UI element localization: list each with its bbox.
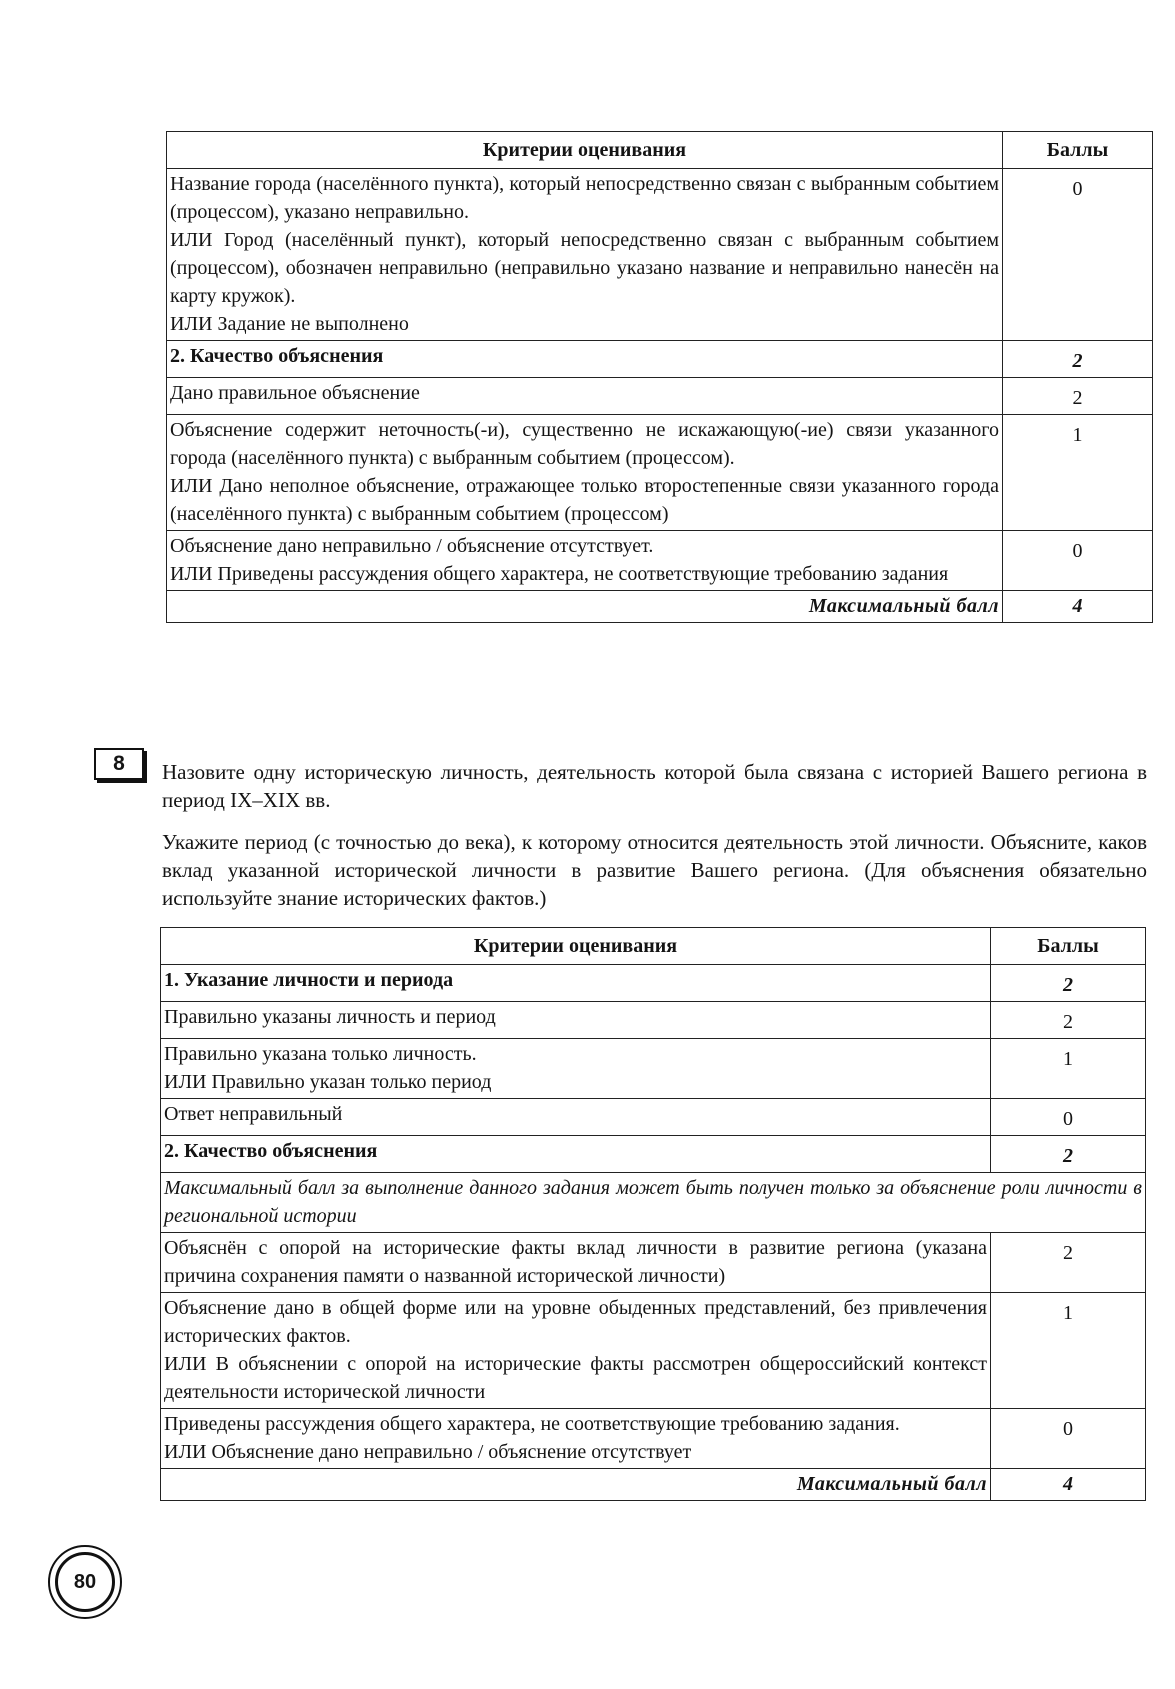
criterion-text: Объяснение дано неправильно / объяснение отсутствует. — [170, 535, 654, 557]
table-header-row — [167, 132, 1153, 169]
criterion-text: Объяснение дано в общей форме или на уровне обыденных представлений, без привлечения исторических фактов. — [164, 1297, 987, 1347]
table-row — [161, 1039, 1146, 1099]
table-row — [167, 531, 1153, 591]
table-row — [161, 1293, 1146, 1409]
task-paragraph: Назовите одну историческую личность, деятельность которой была связана с историей Вашего региона в период IX–XIX вв. — [162, 760, 1147, 812]
section-title: 2. Качество объяснения — [161, 1136, 991, 1173]
section-row — [167, 341, 1153, 378]
criterion-cell — [167, 415, 1003, 531]
header-criteria: Критерии оценивания — [161, 928, 991, 965]
max-score-label: Максимальный балл — [167, 591, 1003, 623]
page-number: 80 — [55, 1552, 115, 1612]
criterion-text: ИЛИ Задание не выполнено — [170, 313, 409, 335]
criterion-text: Объяснён с опорой на исторические факты вклад личности в развитие региона (указана причина сохранения памяти о названной исторической личности) — [161, 1233, 991, 1293]
table-row — [161, 1099, 1146, 1136]
table-row — [167, 378, 1153, 415]
section-note: Максимальный балл за выполнение данного задания может быть получен только за объяснение роли личности в региональной истории — [161, 1173, 1146, 1233]
points-cell: 2 — [1003, 378, 1153, 415]
criterion-text: Объяснение содержит неточность(-и), существенно не искажающую(-ие) связи указанного города (населённого пункта) с выбранным событием (процессом). — [170, 419, 999, 469]
points-cell: 0 — [1003, 531, 1153, 591]
points-cell: 1 — [991, 1039, 1146, 1099]
criteria-table-2 — [160, 927, 1146, 1501]
criterion-cell — [161, 1409, 991, 1469]
max-score-row — [161, 1469, 1146, 1501]
criteria-table-1 — [166, 131, 1153, 623]
points-cell: 1 — [1003, 415, 1153, 531]
points-cell: 2 — [991, 1233, 1146, 1293]
points-cell: 0 — [1003, 169, 1153, 341]
criterion-text: ИЛИ Объяснение дано неправильно / объяснение отсутствует — [164, 1441, 692, 1463]
note-row — [161, 1173, 1146, 1233]
criterion-text: Дано правильное объяснение — [167, 378, 1003, 415]
criterion-text: ИЛИ Дано неполное объяснение, отражающее только второстепенные связи указанного города (населённого пункта) с выбранным событием (процессом) — [170, 475, 999, 525]
criterion-text: Правильно указаны личность и период — [161, 1002, 991, 1039]
section-row — [161, 965, 1146, 1002]
criterion-cell — [167, 531, 1003, 591]
criterion-text: Правильно указана только личность. — [164, 1043, 477, 1065]
criterion-text: ИЛИ Правильно указан только период — [164, 1071, 492, 1093]
max-score-label: Максимальный балл — [161, 1469, 991, 1501]
table-header-row — [161, 928, 1146, 965]
page-number-badge — [48, 1545, 122, 1619]
table-row — [167, 415, 1153, 531]
header-points: Баллы — [991, 928, 1146, 965]
section-title: 2. Качество объяснения — [167, 341, 1003, 378]
section-points: 2 — [991, 1136, 1146, 1173]
max-score-value: 4 — [1003, 591, 1153, 623]
criterion-text: ИЛИ Приведены рассуждения общего характера, не соответствующие требованию задания — [170, 563, 949, 585]
section-title: 1. Указание личности и периода — [161, 965, 991, 1002]
header-criteria: Критерии оценивания — [167, 132, 1003, 169]
criterion-cell — [161, 1039, 991, 1099]
table-row — [161, 1409, 1146, 1469]
table-row — [161, 1002, 1146, 1039]
criterion-text: Приведены рассуждения общего характера, не соответствующие требованию задания. — [164, 1413, 900, 1435]
section-row — [161, 1136, 1146, 1173]
points-cell: 2 — [991, 1002, 1146, 1039]
points-cell: 0 — [991, 1409, 1146, 1469]
criterion-cell — [161, 1293, 991, 1409]
max-score-row — [167, 591, 1153, 623]
section-points: 2 — [991, 965, 1146, 1002]
task-number-badge: 8 — [94, 748, 144, 780]
criterion-text: ИЛИ В объяснении с опорой на исторические факты рассмотрен общероссийский контекст деятельности исторической личности — [164, 1353, 987, 1403]
criterion-text: ИЛИ Город (населённый пункт), который непосредственно связан с выбранным событием (процессом), обозначен неправильно (неправильно указано название и неправильно нанесён на карту кружок). — [170, 229, 999, 307]
criterion-text: Ответ неправильный — [161, 1099, 991, 1136]
task-paragraph: Укажите период (с точностью до века), к которому относится деятельность этой личности. Объясните, каков вклад указанной исторической личности в развитие Вашего региона. (Для объяснения обязательно используйте знание исторических фактов.) — [162, 830, 1147, 910]
criterion-text: Название города (населённого пункта), который непосредственно связан с выбранным событием (процессом), указано неправильно. — [170, 173, 999, 223]
section-points: 2 — [1003, 341, 1153, 378]
criterion-cell — [167, 169, 1003, 341]
points-cell: 0 — [991, 1099, 1146, 1136]
table-row — [161, 1233, 1146, 1293]
header-points: Баллы — [1003, 132, 1153, 169]
points-cell: 1 — [991, 1293, 1146, 1409]
table-row — [167, 169, 1153, 341]
max-score-value: 4 — [991, 1469, 1146, 1501]
